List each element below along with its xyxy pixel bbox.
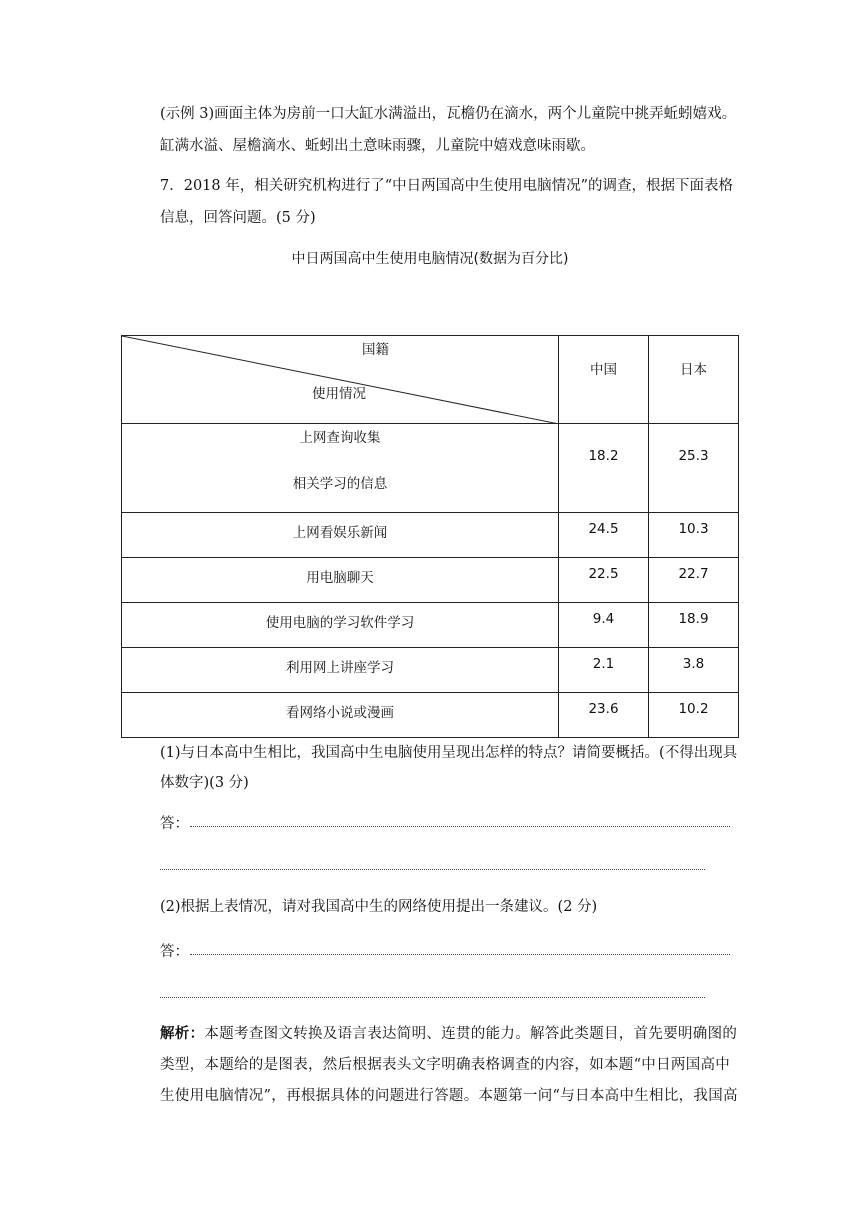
- table-row: [122, 603, 739, 648]
- analysis-text: 本题考查图文转换及语言表达简明、连贯的能力。解答此类题目，首先要明确图的类型，本题给的是图表，然后根据表头文字明确表格调查的内容，如本题“中日两国高中生使用电脑情况”，再根据具体的问题进行答题。本题第一问“与日本高中生相比，我国高: [160, 1026, 738, 1104]
- japan-value: 18.9: [649, 603, 739, 648]
- china-value: 23.6: [559, 693, 649, 738]
- example-answer-paragraph: (示例 3)画面主体为房前一口大缸水满溢出，瓦檐仍在滴水，两个儿童院中挑弄蚯蚓嬉戏。缸满水溢、屋檐滴水、蚯蚓出土意味雨骤，儿童院中嬉戏意味雨歇。: [160, 106, 737, 154]
- table-row: [122, 558, 739, 603]
- japan-value: 3.8: [649, 648, 739, 693]
- question-7-paragraph: 7．2018 年，相关研究机构进行了“中日两国高中生使用电脑情况”的调查，根据下面表格信息，回答问题。(5 分): [160, 178, 734, 226]
- japan-value: 22.7: [649, 558, 739, 603]
- china-value: 9.4: [559, 603, 649, 648]
- header-japan: 日本: [649, 336, 739, 424]
- table-row: [122, 424, 739, 513]
- table-title: 中日两国高中生使用电脑情况(数据为百分比): [291, 251, 569, 267]
- row-label: 利用网上讲座学习: [122, 648, 559, 693]
- answer-label-1: 答：: [160, 816, 189, 832]
- row-label: 上网看娱乐新闻: [122, 513, 559, 558]
- analysis-lead: 解析：: [160, 1025, 205, 1042]
- row-label-line: 上网查询收集: [299, 430, 381, 446]
- answer-line[interactable]: [190, 954, 730, 955]
- header-usage: 使用情况: [312, 386, 366, 402]
- header-china: 中国: [559, 336, 649, 424]
- sub-question-1: (1)与日本高中生相比，我国高中生电脑使用呈现出怎样的特点？请简要概括。(不得出现具体数字)(3 分): [160, 745, 738, 791]
- china-value: 18.2: [559, 424, 649, 513]
- answer-line[interactable]: [160, 869, 705, 870]
- china-value: 22.5: [559, 558, 649, 603]
- table-row: [122, 693, 739, 738]
- usage-table: [121, 335, 739, 738]
- japan-value: 10.3: [649, 513, 739, 558]
- header-nationality: 国籍: [362, 342, 389, 358]
- answer-label-2: 答：: [160, 944, 189, 960]
- row-label: 看网络小说或漫画: [122, 693, 559, 738]
- japan-value: 10.2: [649, 693, 739, 738]
- japan-value: 25.3: [649, 424, 739, 513]
- diagonal-header-cell: [122, 336, 559, 424]
- china-value: 2.1: [559, 648, 649, 693]
- answer-line[interactable]: [190, 826, 730, 827]
- sub-question-2: (2)根据上表情况，请对我国高中生的网络使用提出一条建议。(2 分): [160, 899, 598, 915]
- diagonal-line: [122, 336, 559, 424]
- china-value: 24.5: [559, 513, 649, 558]
- row-label: 使用电脑的学习软件学习: [122, 603, 559, 648]
- row-label: 用电脑聊天: [122, 558, 559, 603]
- row-label-line: 相关学习的信息: [292, 476, 388, 492]
- analysis-paragraph: [160, 1018, 740, 1112]
- table-row: [122, 648, 739, 693]
- row-label: [122, 424, 559, 513]
- table-row: [122, 513, 739, 558]
- answer-line[interactable]: [160, 997, 705, 998]
- table-header-row: [122, 336, 739, 424]
